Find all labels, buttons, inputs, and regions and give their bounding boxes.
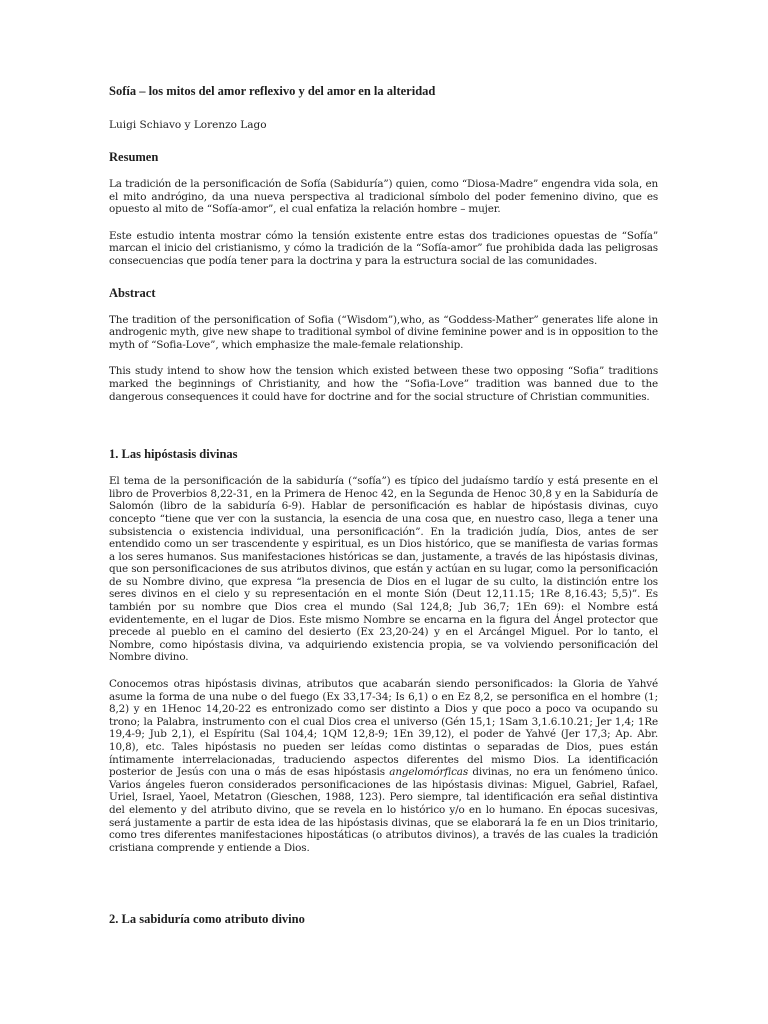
- section-1-paragraph-2-part-a: Conocemos otras hipóstasis divinas, atributos que acabarán siendo personificados: la Gloria de Yahvé asume la forma de una nube o del fuego (Ex 33,17-34; Is 6,1) o en Ez 8,2, se personifica en el hombre (1; 8,2) y en 1Henoc 14,20-22 es entronizado como ser distinto a Dios y que poco a poco va ocupando su trono; la Palabra, instrumento con el cual Dios crea el universo (Gén 15,1; 1Sam 3,1.6.10.21; Jer 1,4; 1Re 19,4-9; Jub 2,1), el Espíritu (Sal 104,4; 1QM 12,8-9; 1En 39,12), el poder de Yahvé (Jer 17,3; Ap. Abr. 10,8), etc. Tales hipóstasis no pueden ser leídas como distintas o separadas de Dios, pues están íntimamente interrelacionadas, traduciendo aspectos diferentes del mismo Dios. La identificación posterior de Jesús con una o más de esas hipóstasis: [109, 678, 658, 779]
- section-2-heading: 2. La sabiduría como atributo divino: [109, 912, 305, 927]
- abstract-paragraph-1: The tradition of the personification of Sofia (“Wisdom”),who, as “Goddess-Mather” generates life alone in androgenic myth, give new shape to traditional symbol of divine feminine power and is in opposition to the myth of “Sofia-Love”, which emphasize the male-female relationship.: [109, 313, 658, 351]
- document-title: Sofía – los mitos del amor reflexivo y del amor en la alteridad: [109, 84, 436, 98]
- document-authors: Luigi Schiavo y Lorenzo Lago: [109, 119, 267, 131]
- resumen-paragraph-2: Este estudio intenta mostrar cómo la tensión existente entre estas dos tradiciones opuestas de “Sofía” marcan el inicio del cristianismo, y cómo la tradición de la “Sofía-amor” fue prohibida dada las peligrosas consecuencias que podía tener para la doctrina y para la estructura social de las comunidades.: [109, 229, 658, 267]
- section-1-paragraph-2-part-b: divinas, no era un fenómeno único. Varios ángeles fueron considerados personificaciones de las hipóstasis divinas: Miguel, Gabriel, Rafael, Uriel, Israel, Yaoel, Metatron (Gieschen, 1988, 123). Pero siempre, tal identificación era señal distintiva del elemento y del atributo divino, que se revela en lo histórico y/o en lo humano. En épocas sucesivas, será justamente a partir de esta idea de las hipóstasis divinas, que se elaborará la fe en un Dios trinitario, como tres diferentes manifestaciones hipostáticas (o atributos divinos), a través de las cuales la tradición cristiana comprende y entiende a Dios.: [109, 766, 658, 854]
- abstract-heading: Abstract: [109, 285, 156, 300]
- section-1-paragraph-2: [109, 678, 658, 854]
- document-page: [109, 84, 658, 927]
- resumen-heading: Resumen: [109, 150, 159, 164]
- resumen-paragraph-1: La tradición de la personificación de Sofía (Sabiduría”) quien, como “Diosa-Madre” engendra vida sola, en el mito andrógino, da una nueva perspectiva al tradicional símbolo del poder femenino divino, que es opuesto al mito de “Sofía-amor”, el cual enfatiza la relación hombre – mujer.: [109, 178, 658, 216]
- section-1-heading: 1. Las hipóstasis divinas: [109, 447, 238, 462]
- section-1-paragraph-1: El tema de la personificación de la sabiduría (“sofía”) es típico del judaísmo tardío y está presente en el libro de Proverbios 8,22-31, en la Primera de Henoc 42, en la Segunda de Henoc 30,8 y en la Sabiduría de Salomón (libro de la sabiduría 6-9). Hablar de personificación es hablar de hipóstasis divinas, cuyo concepto “tiene que ver con la sustancia, la esencia de una cosa que, en nuestro caso, llega a tener una subsistencia o existencia individual, una personificación”. En la tradición judía, Dios, antes de ser entendido como un ser trascendente y espiritual, es un Dios histórico, que se manifiesta de varias formas a los seres humanos. Sus manifestaciones históricas se dan, justamente, a través de las hipóstasis divinas, que son personificaciones de sus atributos divinos, que están y actúan en su lugar, como la personificación de su Nombre divino, que expresa “la presencia de Dios en el lugar de su culto, la distinción entre los seres divinos en el cielo y su representación en el monte Sión (Deut 12,11.15; 1Re 8,16.43; 5,5)”. Es también por su nombre que Dios crea el mundo (Sal 124,8; Jub 36,7; 1En 69): el Nombre está evidentemente, en el lugar de Dios. Este mismo Nombre se encarna en la figura del Ángel protector que precede al pueblo en el camino del desierto (Ex 23,20-24) y en el Arcángel Miguel. Por lo tanto, el Nombre, como hipóstasis divina, va adquiriendo existencia propia, se va volviendo personificación del Nombre divino.: [109, 475, 658, 664]
- abstract-paragraph-2: This study intend to show how the tension which existed between these two opposing “Sofia” traditions marked the beginnings of Christianity, and how the “Sofia-Love” tradition was banned due to the dangerous consequences it could have for doctrine and for the social structure of Christian communities.: [109, 365, 658, 403]
- section-1-paragraph-2-emphasis: angelomórficas: [389, 766, 469, 779]
